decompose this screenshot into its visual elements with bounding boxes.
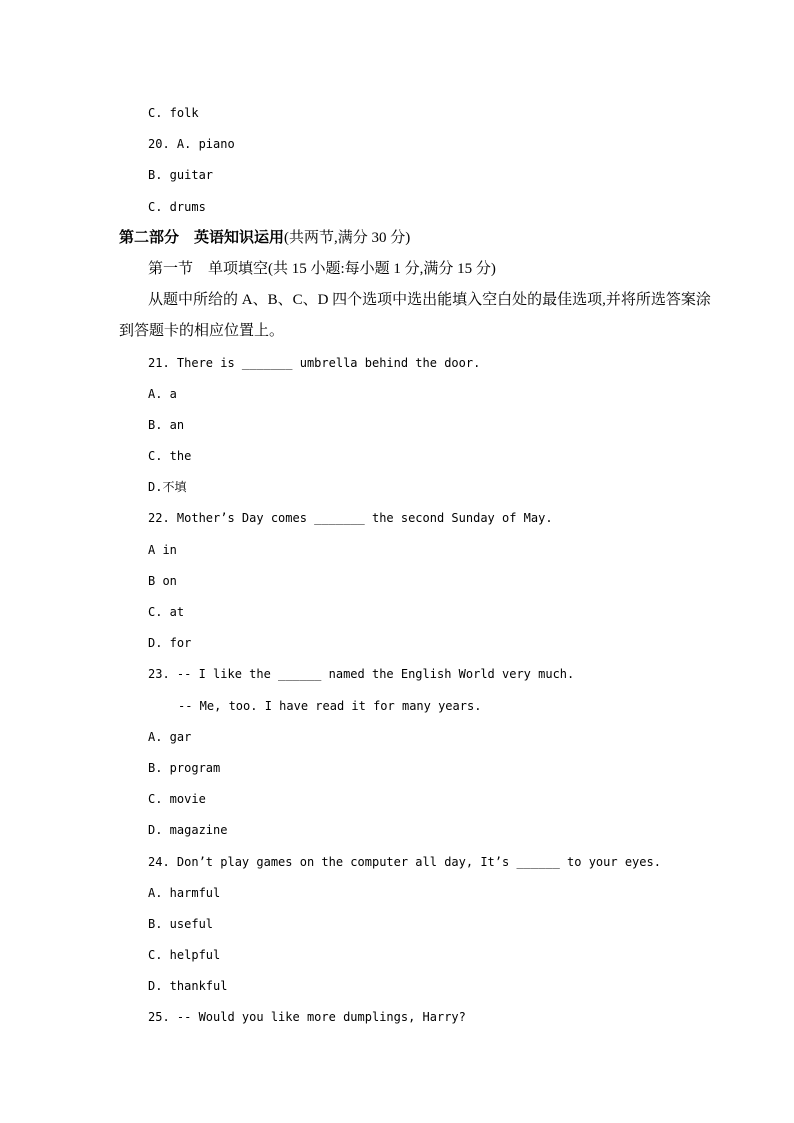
section-heading — [119, 223, 734, 254]
question-line: 24. Don’t play games on the computer all day, It’s ______ to your eyes. — [148, 854, 661, 869]
option-line: D. magazine — [148, 823, 228, 838]
question-continuation-line: -- Me, too. I have read it for many years. — [178, 698, 482, 713]
section-heading-title: 第二部分 英语知识运用 — [119, 229, 285, 246]
option-line: C. folk — [148, 106, 199, 120]
option-line: B. guitar — [148, 168, 214, 183]
question-option-line: 20. A. piano — [148, 137, 235, 152]
question-line: 23. -- I like the ______ named the English World very much. — [148, 667, 575, 682]
option-line: B. an — [148, 417, 185, 432]
document-content — [119, 98, 734, 1034]
option-line: D. thankful — [148, 979, 228, 994]
instructions-line: 从题中所给的 A、B、C、D 四个选项中选出能填入空白处的最佳选项,并将所选答案涂 — [148, 292, 711, 309]
option-line: D. for — [148, 636, 192, 651]
option-line: A in — [148, 542, 177, 557]
option-line: C. movie — [148, 792, 206, 807]
option-line: A. a — [148, 386, 177, 401]
question-line: 22. Mother’s Day comes _______ the second Sunday of May. — [148, 511, 553, 526]
section-heading-meta: (共两节,满分 30 分) — [284, 229, 411, 246]
option-line: D.不填 — [148, 480, 187, 495]
question-line: 21. There is _______ umbrella behind the door. — [148, 355, 481, 370]
instructions-line: 到答题卡的相应位置上。 — [119, 323, 285, 340]
option-line: A. gar — [148, 729, 192, 744]
option-line: A. harmful — [148, 885, 221, 900]
subsection-heading: 第一节 单项填空(共 15 小题:每小题 1 分,满分 15 分) — [148, 260, 496, 277]
option-line: B on — [148, 573, 177, 588]
question-line: 25. -- Would you like more dumplings, Harry? — [148, 1010, 466, 1025]
option-line: B. program — [148, 760, 221, 775]
option-line: C. drums — [148, 199, 206, 214]
option-line: B. useful — [148, 916, 214, 931]
option-line: C. helpful — [148, 948, 221, 963]
option-line: C. at — [148, 605, 185, 619]
option-line: C. the — [148, 449, 192, 464]
